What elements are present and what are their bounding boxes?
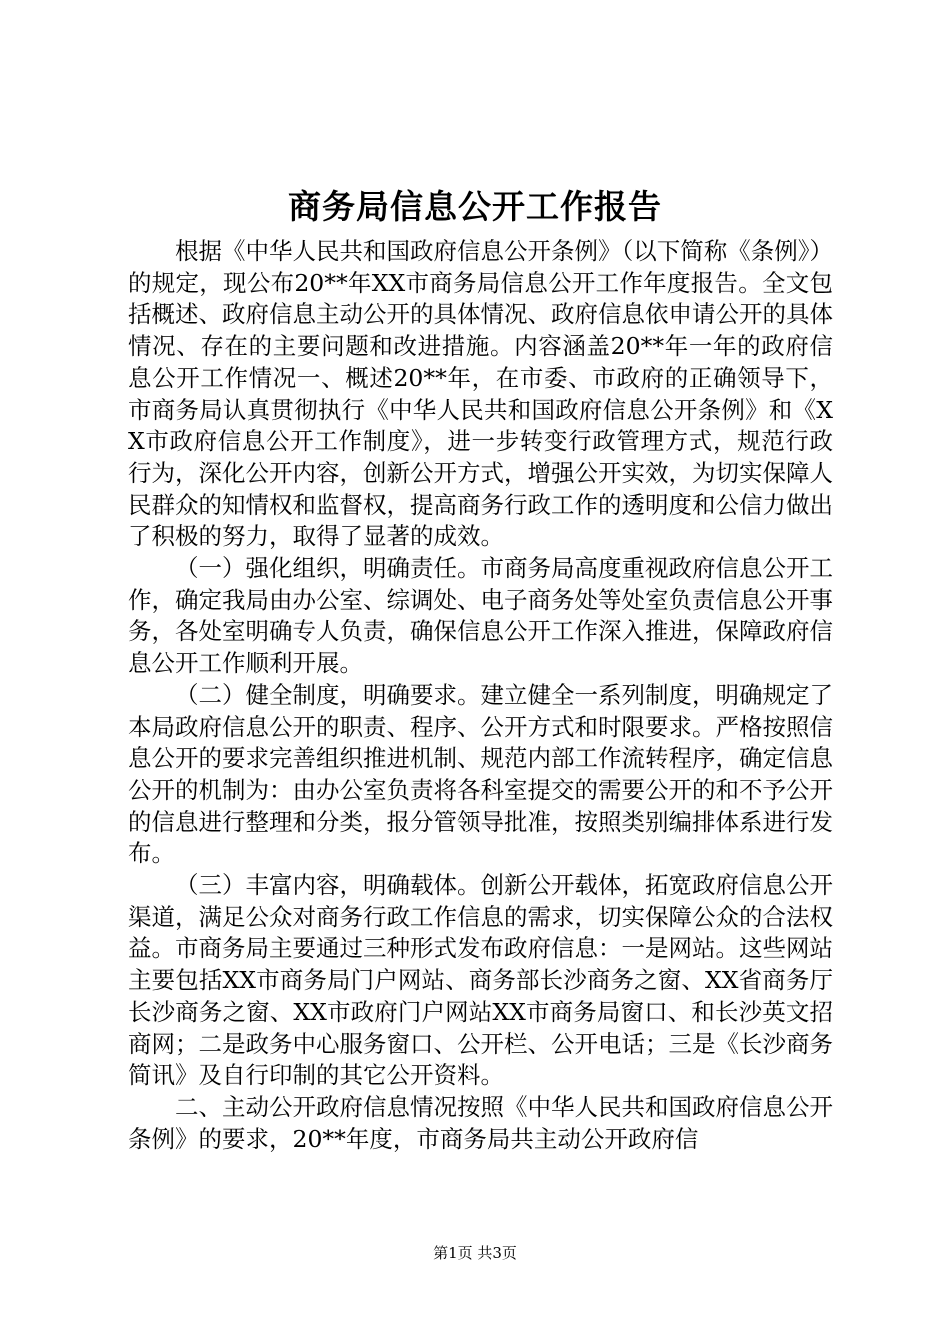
paragraph-intro: 根据《中华人民共和国政府信息公开条例》（以下简称《条例》）的规定，现公布20**年XX市商务局信息公开工作年度报告。全文包括概述、政府信息主动公开的具体情况、政府信息依申请公开的具体情况、存在的主要问题和改进措施。内容涵盖20**年一年的政府信息公开工作情况一、概述20**年，在市委、市政府的正确领导下，市商务局认真贯彻执行《中华人民共和国政府信息公开条例》和《XX市政府信息公开工作制度》，进一步转变行政管理方式，规范行政行为，深化公开内容，创新公开方式，增强公开实效，为切实保障人民群众的知情权和监督权，提高商务行政工作的透明度和公信力做出了积极的努力，取得了显著的成效。	[128, 237, 833, 551]
paragraph-system: （二）健全制度，明确要求。建立健全一系列制度，明确规定了本局政府信息公开的职责、程序、公开方式和时限要求。严格按照信息公开的要求完善组织推进机制、规范内部工作流转程序，确定信息公开的机制为：由办公室负责将各科室提交的需要公开的和不予公开的信息进行整理和分类，报分管领导批准，按照类别编排体系进行发布。	[128, 680, 833, 868]
paragraph-content: （三）丰富内容，明确载体。创新公开载体，拓宽政府信息公开渠道，满足公众对商务行政工作信息的需求，切实保障公众的合法权益。市商务局主要通过三种形式发布政府信息：一是网站。这些网站主要包括XX市商务局门户网站、商务部长沙商务之窗、XX省商务厅长沙商务之窗、XX市政府门户网站XX市商务局窗口、和长沙英文招商网；二是政务中心服务窗口、公开栏、公开电话；三是《长沙商务简讯》及自行印制的其它公开资料。	[128, 871, 833, 1090]
page-footer: 第1页 共3页	[433, 1244, 517, 1262]
paragraph-organization: （一）强化组织，明确责任。市商务局高度重视政府信息公开工作，确定我局由办公室、综调处、电子商务处等处室负责信息公开事务，各处室明确专人负责，确保信息公开工作深入推进，保障政府信息公开工作顺利开展。	[128, 554, 833, 678]
document-title: 商务局信息公开工作报告	[288, 187, 662, 226]
paragraph-active-disclosure: 二、主动公开政府信息情况按照《中华人民共和国政府信息公开条例》的要求，20**年度，市商务局共主动公开政府信	[128, 1092, 833, 1153]
document-body	[128, 236, 833, 1155]
